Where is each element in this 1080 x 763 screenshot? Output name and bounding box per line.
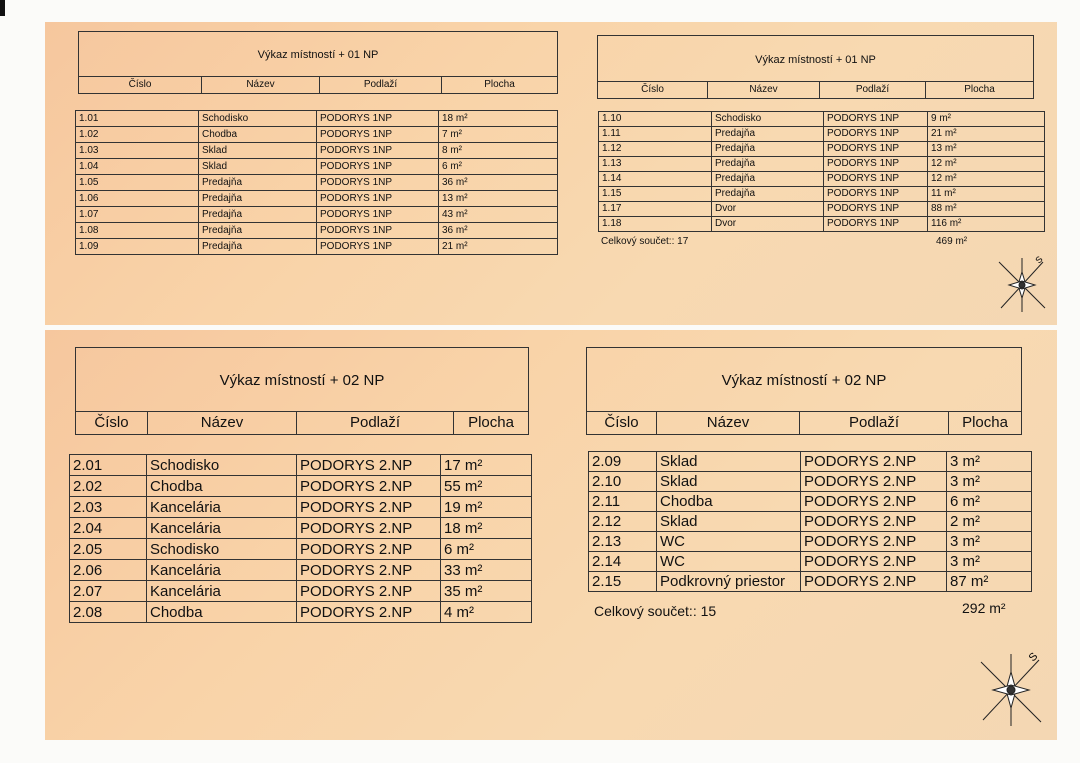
room-floor: PODORYS 1NP	[824, 127, 928, 142]
room-name: Podkrovný priestor	[657, 572, 801, 592]
room-name: Chodba	[199, 127, 317, 143]
room-number: 2.02	[70, 476, 147, 497]
room-floor: PODORYS 2.NP	[297, 602, 441, 623]
room-number: 2.03	[70, 497, 147, 518]
table-row	[589, 472, 1032, 492]
room-floor: PODORYS 2.NP	[297, 518, 441, 539]
room-area: 2 m²	[947, 512, 1032, 532]
room-area: 7 m²	[439, 127, 558, 143]
col-header-name: Název	[657, 412, 800, 434]
room-floor: PODORYS 1NP	[824, 142, 928, 157]
table-row	[70, 455, 532, 476]
room-floor: PODORYS 2.NP	[297, 476, 441, 497]
room-floor: PODORYS 2.NP	[297, 581, 441, 602]
room-floor: PODORYS 1NP	[317, 111, 439, 127]
compass-label: S	[1026, 650, 1041, 665]
room-number: 2.09	[589, 452, 657, 472]
room-floor: PODORYS 1NP	[824, 112, 928, 127]
table-row	[70, 497, 532, 518]
room-name: Kancelária	[147, 497, 297, 518]
table-row	[589, 532, 1032, 552]
room-area: 6 m²	[947, 492, 1032, 512]
room-table	[588, 451, 1032, 592]
north-arrow-icon	[977, 648, 1049, 730]
col-header-area: Plocha	[964, 84, 995, 95]
col-header-number: Číslo	[598, 82, 708, 98]
table-row	[589, 572, 1032, 592]
room-floor: PODORYS 1NP	[824, 157, 928, 172]
room-name: Predajňa	[712, 142, 824, 157]
room-area: 18 m²	[439, 111, 558, 127]
room-name: Dvor	[712, 217, 824, 232]
room-number: 1.13	[599, 157, 712, 172]
room-floor: PODORYS 2.NP	[801, 452, 947, 472]
table-row	[76, 223, 558, 239]
col-header-area: Plocha	[484, 79, 515, 90]
room-name: Chodba	[147, 476, 297, 497]
room-area: 17 m²	[441, 455, 532, 476]
table-row	[599, 202, 1045, 217]
room-name: Predajňa	[712, 157, 824, 172]
table-row	[76, 175, 558, 191]
room-number: 1.03	[76, 143, 199, 159]
room-name: Dvor	[712, 202, 824, 217]
table-header	[586, 347, 1022, 435]
room-floor: PODORYS 2.NP	[801, 552, 947, 572]
col-header-floor: Podlaží	[800, 412, 949, 434]
room-floor: PODORYS 1NP	[824, 217, 928, 232]
room-number: 2.12	[589, 512, 657, 532]
room-number: 2.10	[589, 472, 657, 492]
room-name: Sklad	[657, 452, 801, 472]
room-number: 1.09	[76, 239, 199, 255]
room-floor: PODORYS 1NP	[824, 202, 928, 217]
table-row	[76, 191, 558, 207]
room-area: 35 m²	[441, 581, 532, 602]
room-number: 1.04	[76, 159, 199, 175]
room-floor: PODORYS 1NP	[317, 207, 439, 223]
room-name: Schodisko	[712, 112, 824, 127]
room-number: 1.15	[599, 187, 712, 202]
room-name: Chodba	[657, 492, 801, 512]
room-number: 1.12	[599, 142, 712, 157]
sheet-ground-floor	[45, 22, 1057, 325]
room-floor: PODORYS 2.NP	[297, 539, 441, 560]
room-floor: PODORYS 1NP	[317, 159, 439, 175]
room-number: 1.11	[599, 127, 712, 142]
room-floor: PODORYS 1NP	[317, 175, 439, 191]
room-name: Predajňa	[199, 223, 317, 239]
total-area: 292 m²	[962, 600, 1006, 616]
room-name: Predajňa	[199, 239, 317, 255]
room-table	[598, 111, 1045, 232]
room-number: 1.07	[76, 207, 199, 223]
room-number: 2.13	[589, 532, 657, 552]
room-number: 2.15	[589, 572, 657, 592]
room-name: Predajňa	[712, 127, 824, 142]
room-name: Predajňa	[199, 207, 317, 223]
room-name: Predajňa	[199, 175, 317, 191]
room-number: 1.08	[76, 223, 199, 239]
room-area: 3 m²	[947, 472, 1032, 492]
total-label: Celkový součet:: 15	[594, 603, 717, 619]
room-area: 13 m²	[928, 142, 1045, 157]
room-floor: PODORYS 2.NP	[801, 472, 947, 492]
col-header-number: Číslo	[76, 412, 148, 434]
room-floor: PODORYS 2.NP	[801, 512, 947, 532]
room-number: 2.05	[70, 539, 147, 560]
table-row	[76, 111, 558, 127]
room-area: 87 m²	[947, 572, 1032, 592]
room-name: Schodisko	[147, 455, 297, 476]
room-area: 3 m²	[947, 552, 1032, 572]
room-name: Sklad	[657, 472, 801, 492]
room-number: 2.04	[70, 518, 147, 539]
room-floor: PODORYS 2.NP	[297, 455, 441, 476]
room-floor: PODORYS 2.NP	[801, 572, 947, 592]
table-row	[76, 207, 558, 223]
room-area: 55 m²	[441, 476, 532, 497]
room-name: Kancelária	[147, 518, 297, 539]
room-area: 13 m²	[439, 191, 558, 207]
table-row	[70, 518, 532, 539]
col-header-floor: Podlaží	[297, 412, 454, 434]
room-area: 116 m²	[928, 217, 1045, 232]
table-row	[76, 127, 558, 143]
table-row	[599, 127, 1045, 142]
col-header-name: Název	[148, 412, 297, 434]
room-area: 3 m²	[947, 452, 1032, 472]
room-number: 1.17	[599, 202, 712, 217]
room-name: Kancelária	[147, 560, 297, 581]
col-header-name: Název	[708, 82, 820, 98]
compass-label: S	[1033, 254, 1045, 266]
room-floor: PODORYS 1NP	[317, 127, 439, 143]
room-floor: PODORYS 1NP	[317, 143, 439, 159]
room-number: 1.01	[76, 111, 199, 127]
col-header-number: Číslo	[587, 412, 657, 434]
room-name: Schodisko	[147, 539, 297, 560]
total-area: 469 m²	[936, 236, 968, 247]
room-area: 3 m²	[947, 532, 1032, 552]
table-row	[76, 159, 558, 175]
sheet-second-floor	[45, 330, 1057, 740]
table-header	[597, 35, 1034, 99]
table-title: Výkaz místností + 02 NP	[219, 372, 385, 389]
col-header-area: Plocha	[962, 414, 1008, 431]
table-row	[599, 112, 1045, 127]
room-table	[69, 454, 532, 623]
room-number: 1.10	[599, 112, 712, 127]
room-name: WC	[657, 532, 801, 552]
table-row	[70, 539, 532, 560]
table-row	[589, 492, 1032, 512]
room-area: 36 m²	[439, 175, 558, 191]
room-name: Predajňa	[712, 187, 824, 202]
room-area: 8 m²	[439, 143, 558, 159]
room-floor: PODORYS 2.NP	[801, 492, 947, 512]
table-row	[70, 602, 532, 623]
table-row	[599, 142, 1045, 157]
table-row	[589, 452, 1032, 472]
room-name: Schodisko	[199, 111, 317, 127]
table-row	[76, 239, 558, 255]
north-arrow-icon	[993, 250, 1053, 320]
room-floor: PODORYS 2.NP	[297, 560, 441, 581]
col-header-area: Plocha	[468, 414, 514, 431]
room-area: 36 m²	[439, 223, 558, 239]
room-area: 21 m²	[439, 239, 558, 255]
room-area: 88 m²	[928, 202, 1045, 217]
col-header-floor: Podlaží	[820, 82, 926, 98]
table-title: Výkaz místností + 01 NP	[257, 49, 379, 61]
room-area: 33 m²	[441, 560, 532, 581]
table-row	[70, 581, 532, 602]
room-floor: PODORYS 1NP	[317, 239, 439, 255]
table-row	[599, 172, 1045, 187]
room-area: 6 m²	[439, 159, 558, 175]
room-floor: PODORYS 2.NP	[801, 532, 947, 552]
table-row	[589, 552, 1032, 572]
table-row	[589, 512, 1032, 532]
room-number: 2.07	[70, 581, 147, 602]
room-area: 11 m²	[928, 187, 1045, 202]
col-header-number: Číslo	[79, 77, 202, 93]
table-row	[70, 560, 532, 581]
room-number: 1.06	[76, 191, 199, 207]
room-number: 1.14	[599, 172, 712, 187]
table-header	[78, 31, 558, 94]
room-number: 1.05	[76, 175, 199, 191]
col-header-name: Název	[202, 77, 320, 93]
room-number: 1.02	[76, 127, 199, 143]
room-name: Predajňa	[199, 191, 317, 207]
room-floor: PODORYS 1NP	[317, 191, 439, 207]
room-name: Chodba	[147, 602, 297, 623]
col-header-floor: Podlaží	[320, 77, 442, 93]
room-area: 12 m²	[928, 157, 1045, 172]
room-area: 21 m²	[928, 127, 1045, 142]
room-number: 2.14	[589, 552, 657, 572]
room-name: Sklad	[657, 512, 801, 532]
room-area: 19 m²	[441, 497, 532, 518]
room-area: 18 m²	[441, 518, 532, 539]
room-number: 2.11	[589, 492, 657, 512]
table-row	[599, 187, 1045, 202]
room-area: 9 m²	[928, 112, 1045, 127]
room-area: 43 m²	[439, 207, 558, 223]
room-table	[75, 110, 558, 255]
table-row	[76, 143, 558, 159]
scan-edge-mark	[0, 0, 5, 16]
table-row	[70, 476, 532, 497]
room-floor: PODORYS 1NP	[317, 223, 439, 239]
room-name: Kancelária	[147, 581, 297, 602]
room-name: Sklad	[199, 159, 317, 175]
room-number: 2.01	[70, 455, 147, 476]
table-row	[599, 157, 1045, 172]
room-area: 4 m²	[441, 602, 532, 623]
room-name: WC	[657, 552, 801, 572]
room-number: 2.08	[70, 602, 147, 623]
table-row	[599, 217, 1045, 232]
room-floor: PODORYS 1NP	[824, 172, 928, 187]
room-number: 2.06	[70, 560, 147, 581]
room-area: 6 m²	[441, 539, 532, 560]
table-title: Výkaz místností + 01 NP	[755, 54, 876, 66]
room-area: 12 m²	[928, 172, 1045, 187]
room-floor: PODORYS 1NP	[824, 187, 928, 202]
room-number: 1.18	[599, 217, 712, 232]
total-label: Celkový součet:: 17	[601, 236, 689, 247]
table-title: Výkaz místností + 02 NP	[721, 372, 887, 389]
room-name: Predajňa	[712, 172, 824, 187]
room-name: Sklad	[199, 143, 317, 159]
table-header	[75, 347, 529, 435]
room-floor: PODORYS 2.NP	[297, 497, 441, 518]
